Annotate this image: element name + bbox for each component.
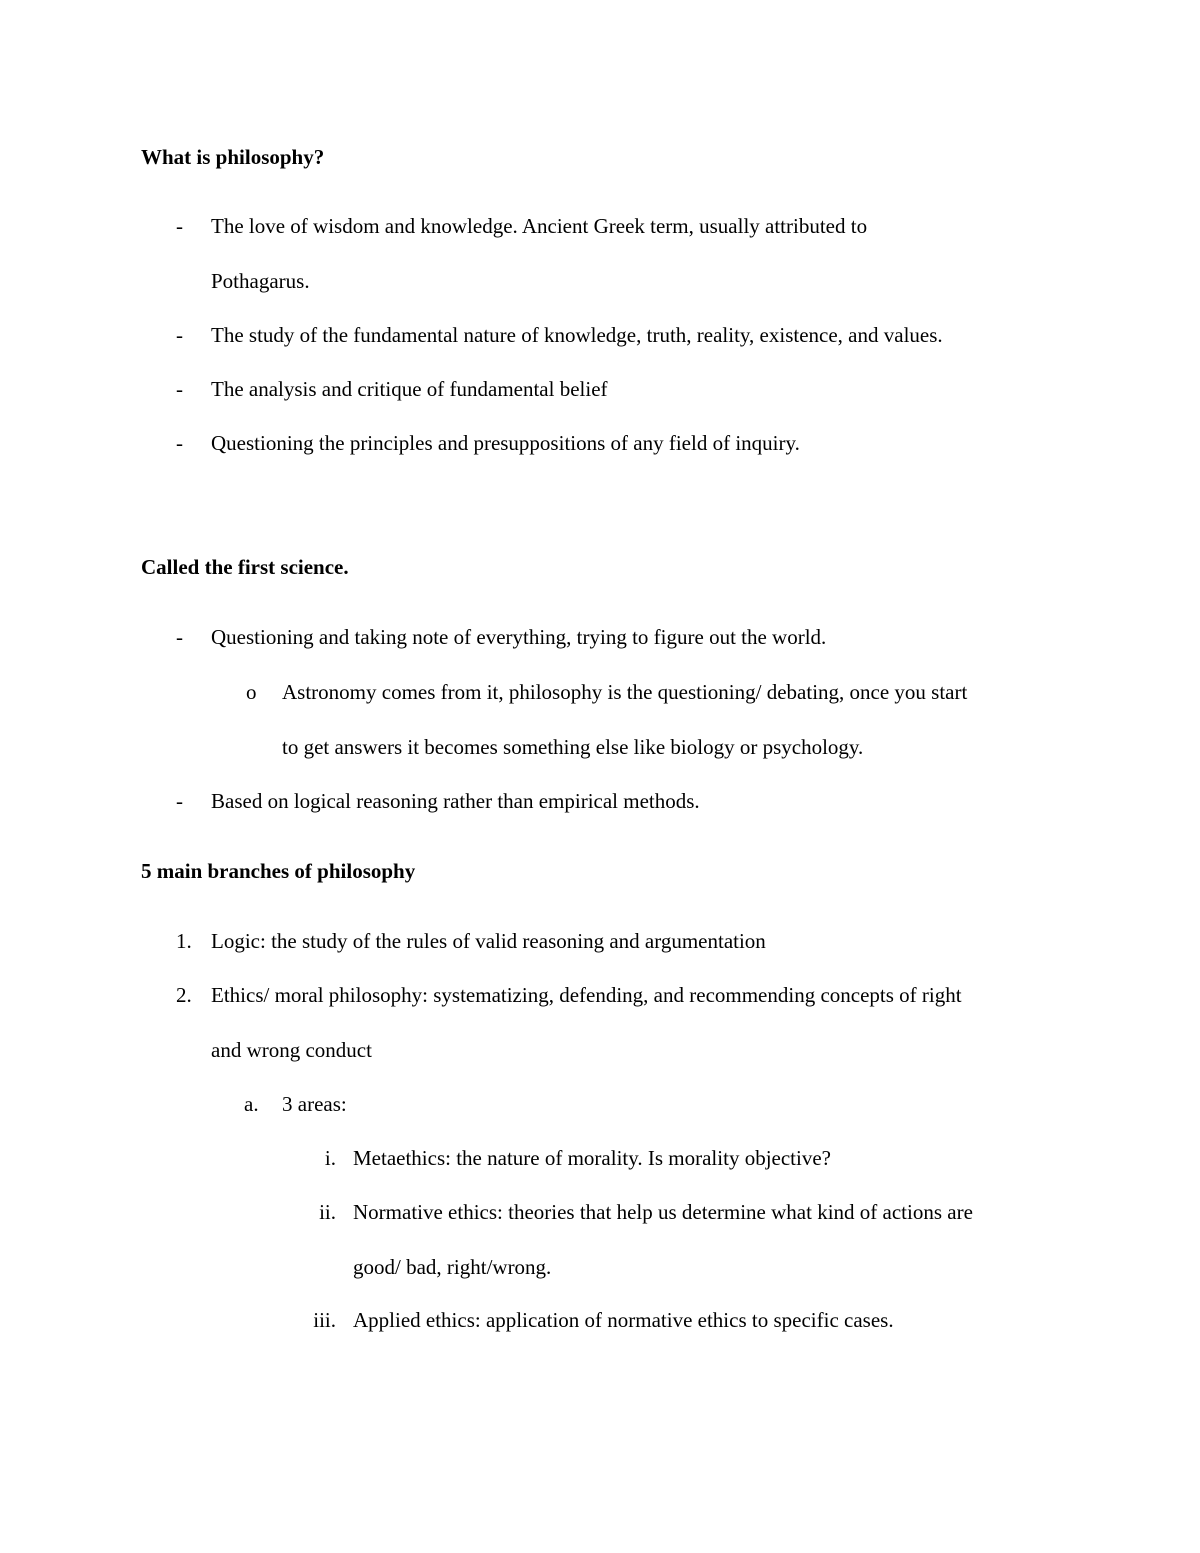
bullet-marker: - <box>176 214 183 238</box>
section-heading: 5 main branches of philosophy <box>141 859 416 883</box>
roman-marker: ii. <box>319 1200 336 1224</box>
bullet-marker: - <box>176 431 183 455</box>
sub-list-item-text: 3 areas: <box>282 1092 347 1116</box>
list-item-text: Questioning and taking note of everything, trying to figure out the world. <box>211 625 827 649</box>
list-item-text: Logic: the study of the rules of valid reasoning and argumentation <box>211 929 766 953</box>
list-item-text: Pothagarus. <box>211 269 310 293</box>
sub-sub-list-item-text: Metaethics: the nature of morality. Is morality objective? <box>353 1146 831 1170</box>
roman-marker: iii. <box>313 1308 336 1332</box>
number-marker: 1. <box>176 929 192 953</box>
sub-sub-list-item-text: Normative ethics: theories that help us determine what kind of actions are <box>353 1200 973 1224</box>
section-heading: What is philosophy? <box>141 145 325 169</box>
list-item-text: and wrong conduct <box>211 1038 372 1062</box>
sub-sub-list-item-text: Applied ethics: application of normative ethics to specific cases. <box>353 1308 894 1332</box>
bullet-marker: - <box>176 625 183 649</box>
roman-marker: i. <box>324 1146 336 1170</box>
bullet-marker: - <box>176 323 183 347</box>
list-item-text: The love of wisdom and knowledge. Ancient Greek term, usually attributed to <box>211 214 868 238</box>
list-item-text: Questioning the principles and presuppositions of any field of inquiry. <box>211 431 800 455</box>
bullet-marker: - <box>176 377 183 401</box>
sub-list-item-text: to get answers it becomes something else like biology or psychology. <box>282 735 864 759</box>
list-item-text: Based on logical reasoning rather than empirical methods. <box>211 789 700 813</box>
section-heading: Called the first science. <box>141 555 349 579</box>
sub-sub-list-item-text: good/ bad, right/wrong. <box>353 1255 552 1279</box>
list-item-text: Ethics/ moral philosophy: systematizing, defending, and recommending concepts of right <box>211 983 962 1007</box>
sub-list-item-text: Astronomy comes from it, philosophy is the questioning/ debating, once you start <box>282 680 968 704</box>
list-item-text: The analysis and critique of fundamental belief <box>211 377 608 401</box>
bullet-marker: - <box>176 789 183 813</box>
list-item-text: The study of the fundamental nature of knowledge, truth, reality, existence, and values. <box>211 323 943 347</box>
number-marker: 2. <box>176 983 192 1007</box>
sub-bullet-marker: o <box>246 680 257 704</box>
letter-marker: a. <box>244 1092 259 1116</box>
